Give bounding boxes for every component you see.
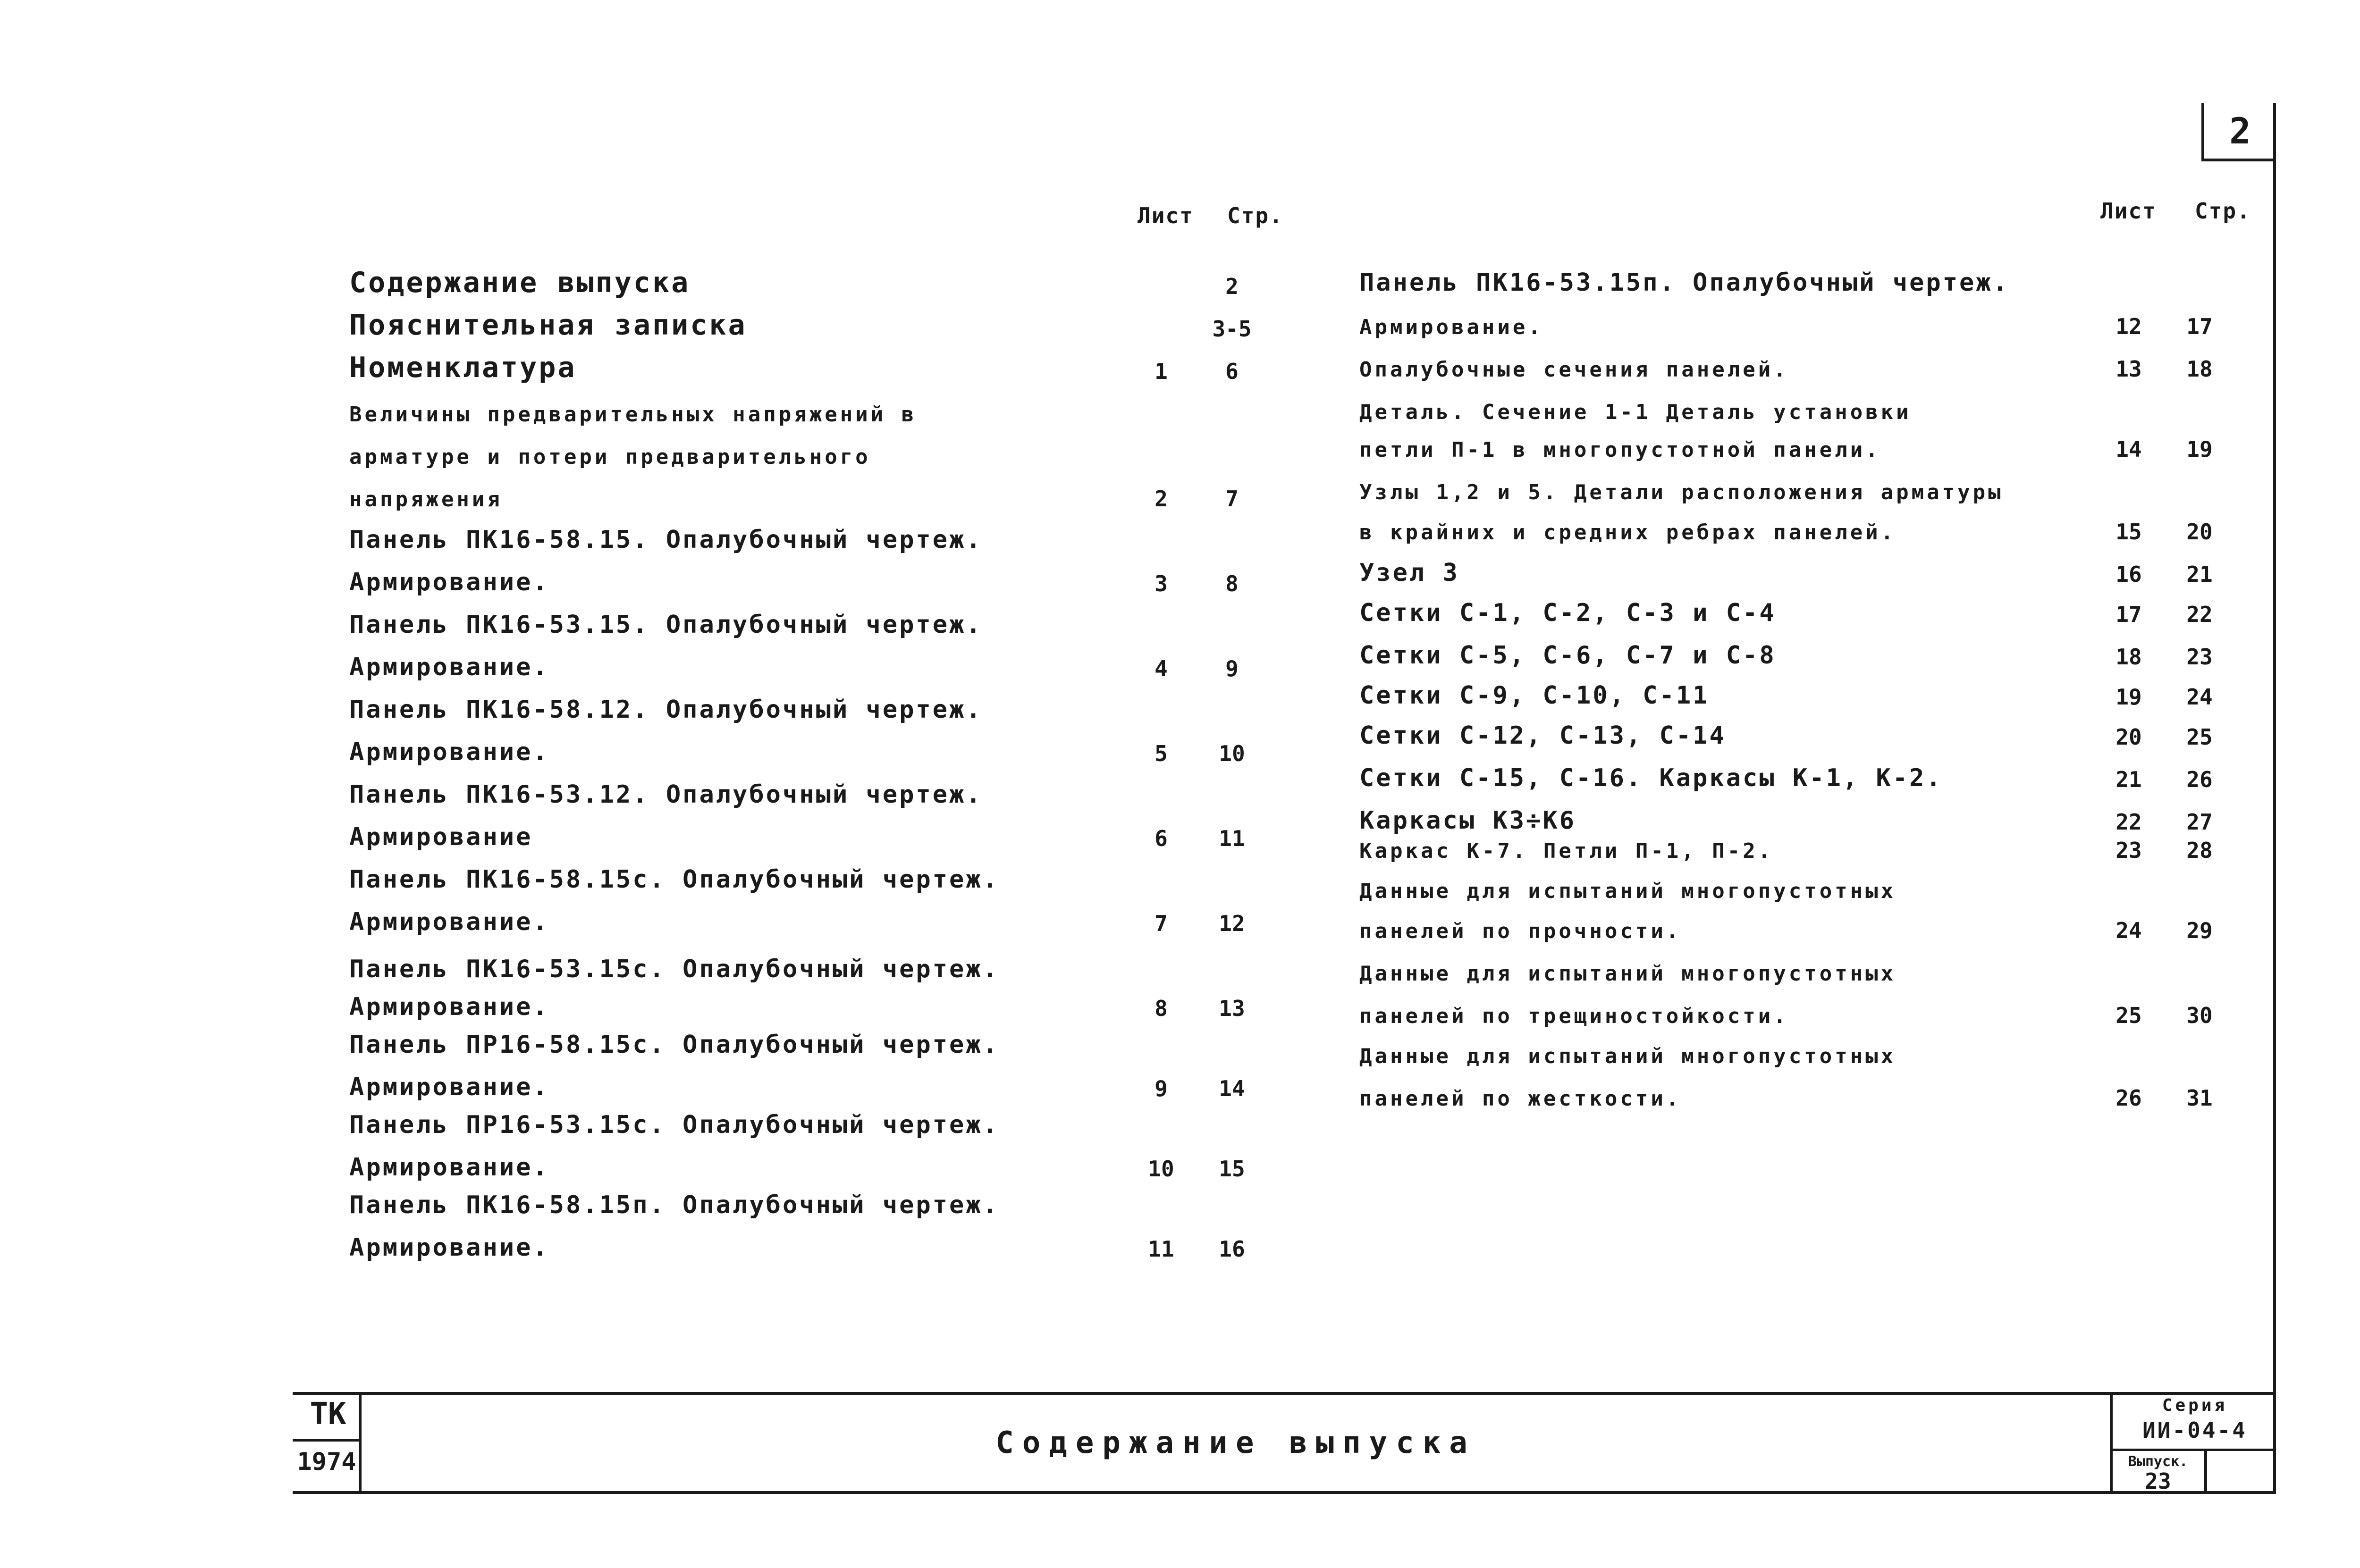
contents-row	[349, 1024, 1274, 1062]
page-number-cell: 17	[2186, 314, 2213, 339]
year: 1974	[297, 1448, 356, 1476]
page-number-cell: 11	[1219, 826, 1245, 851]
contents-row	[1359, 908, 2256, 946]
contents-row	[349, 349, 1274, 387]
sheet-number-cell: 16	[2116, 562, 2142, 587]
page-number-cell: 8	[1225, 571, 1239, 596]
contents-row	[349, 859, 1274, 897]
contents-entry-text: петли П-1 в многопустотной панели.	[1359, 438, 1881, 462]
contents-entry-text: Панель ПК16-58.15с. Опалубочный чертеж.	[349, 865, 999, 894]
contents-entry-text: Величины предварительных напряжений в	[349, 402, 917, 427]
contents-entry-text: Армирование.	[349, 1233, 549, 1262]
page-number-cell: 15	[1219, 1156, 1245, 1182]
page-number-cell: 9	[1225, 656, 1239, 681]
page-number-cell: 13	[1219, 996, 1245, 1021]
contents-entry-text: Армирование	[349, 823, 533, 851]
contents-row	[1359, 951, 2256, 989]
contents-row	[349, 1227, 1274, 1265]
sheet-number-cell: 3	[1155, 571, 1168, 596]
contents-row	[1359, 262, 2256, 300]
contents-entry-text: Панель ПК16-53.15. Опалубочный чертеж.	[349, 611, 983, 639]
title-block-divider	[2110, 1449, 2276, 1451]
contents-row	[349, 1184, 1274, 1222]
left-page-header: Стр.	[1227, 203, 1283, 228]
contents-entry-text: Каркас К-7. Петли П-1, П-2.	[1359, 839, 1774, 863]
contents-entry-text: Сетки С-12, С-13, С-14	[1359, 721, 1726, 750]
contents-entry-text: Армирование.	[349, 993, 549, 1021]
page-number-cell: 24	[2186, 684, 2213, 710]
page-number-cell: 7	[1225, 486, 1239, 511]
sheet-number-cell: 25	[2116, 1003, 2142, 1028]
contents-entry-text: Панель ПК16-53.15п. Опалубочный чертеж.	[1359, 268, 2009, 297]
contents-row	[1359, 304, 2256, 342]
sheet-number-cell: 14	[2116, 436, 2142, 462]
contents-entry-text: в крайних и средних ребрах панелей.	[1359, 520, 1896, 545]
contents-entry-text: Содержание выпуска	[349, 266, 691, 299]
page-number-cell: 31	[2186, 1085, 2213, 1111]
contents-row	[1359, 635, 2256, 672]
sheet-number-cell: 5	[1155, 741, 1168, 766]
contents-entry-text: Панель ПР16-53.15с. Опалубочный чертеж.	[349, 1111, 999, 1139]
page-number-cell: 3-5	[1212, 316, 1252, 342]
title-block-bottom-line	[293, 1491, 2276, 1494]
contents-row	[349, 477, 1274, 514]
contents-entry-text: Армирование.	[1359, 315, 1543, 339]
contents-entry-text: Панель ПК16-58.12. Опалубочный чертеж.	[349, 696, 983, 724]
issue-value: 23	[2145, 1468, 2171, 1494]
title-block-divider	[293, 1439, 362, 1442]
contents-row	[349, 816, 1274, 854]
contents-row	[349, 986, 1274, 1024]
sheet-number-cell: 12	[2116, 314, 2142, 339]
contents-row	[349, 1104, 1274, 1142]
sheet-number-cell: 6	[1155, 826, 1168, 851]
contents-row	[1359, 470, 2256, 507]
contents-entry-text: Сетки С-1, С-2, С-3 и С-4	[1359, 599, 1776, 627]
contents-entry-text: Данные для испытаний многопустотных	[1359, 879, 1896, 903]
page-number-cell: 27	[2186, 809, 2213, 835]
contents-row	[349, 392, 1274, 429]
contents-entry-text: Сетки С-5, С-6, С-7 и С-8	[1359, 641, 1776, 670]
contents-row	[1359, 510, 2256, 547]
contents-entry-text: Армирование.	[349, 908, 549, 936]
contents-entry-text: напряжения	[349, 487, 503, 511]
page-number-cell: 16	[1219, 1236, 1245, 1262]
contents-row	[1359, 389, 2256, 427]
page-number-cell: 20	[2186, 519, 2213, 545]
contents-entry-text: Данные для испытаний многопустотных	[1359, 1044, 1896, 1068]
contents-entry-text: Армирование.	[349, 568, 549, 596]
contents-row	[1359, 427, 2256, 465]
contents-row	[349, 731, 1274, 769]
contents-row	[349, 1066, 1274, 1104]
page-number-cell: 10	[1219, 741, 1245, 766]
page-number-cell: 26	[2186, 767, 2213, 792]
contents-entry-text: Панель ПК16-53.12. Опалубочный чертеж.	[349, 780, 983, 809]
page-number-cell: 19	[2186, 436, 2213, 462]
contents-entry-text: Армирование.	[349, 1073, 549, 1101]
contents-entry-text: Данные для испытаний многопустотных	[1359, 962, 1896, 986]
contents-entry-text: Панель ПК16-53.15с. Опалубочный чертеж.	[349, 955, 999, 983]
contents-row	[349, 1147, 1274, 1184]
sheet-number-cell: 8	[1155, 996, 1168, 1021]
contents-entry-text: Панель ПК16-58.15п. Опалубочный чертеж.	[349, 1191, 999, 1219]
contents-entry-text: Узел 3	[1359, 559, 1459, 587]
sheet-number-cell: 10	[1148, 1156, 1174, 1182]
sheet-number-cell: 4	[1155, 656, 1168, 681]
contents-entry-text: Армирование.	[349, 1153, 549, 1182]
contents-row	[1359, 552, 2256, 590]
sheet-number-cell: 22	[2116, 809, 2142, 835]
contents-entry-text: Номенклатура	[349, 351, 577, 384]
contents-row	[349, 948, 1274, 986]
contents-entry-text: Опалубочные сечения панелей.	[1359, 358, 1789, 382]
contents-entry-text: Панель ПР16-58.15с. Опалубочный чертеж.	[349, 1031, 999, 1059]
contents-row	[349, 646, 1274, 684]
frame-right-border	[2273, 103, 2276, 1494]
document-title: Содержание выпуска	[995, 1425, 1476, 1460]
sheet-number-cell: 18	[2116, 644, 2142, 670]
contents-row	[1359, 868, 2256, 906]
contents-row	[1359, 592, 2256, 630]
contents-row	[1359, 715, 2256, 753]
contents-row	[349, 264, 1274, 302]
page-number-cell: 29	[2186, 918, 2213, 943]
sheet-number-cell: 19	[2116, 684, 2142, 710]
contents-entry-text: панелей по жесткости.	[1359, 1087, 1682, 1111]
contents-row	[349, 434, 1274, 472]
sheet-number-cell: 23	[2116, 838, 2142, 863]
page-number-cell: 22	[2186, 602, 2213, 627]
title-block-divider	[2204, 1451, 2207, 1494]
series-value: ИИ-04-4	[2142, 1417, 2247, 1443]
page-number-cell: 6	[1225, 359, 1239, 384]
sheet-number-cell: 11	[1148, 1236, 1174, 1262]
page-number-cell: 28	[2186, 838, 2213, 863]
contents-row	[1359, 828, 2256, 866]
contents-row	[1359, 1076, 2256, 1114]
sheet-number-cell: 21	[2116, 767, 2142, 792]
contents-entry-text: арматуре и потери предварительного	[349, 445, 871, 469]
contents-row	[349, 519, 1274, 557]
issue-label: Выпуск.	[2128, 1453, 2188, 1470]
sheet-number-cell: 2	[1155, 486, 1168, 511]
right-page-header: Стр.	[2195, 198, 2251, 224]
right-sheet-header: Лист	[2100, 198, 2157, 224]
contents-entry-text: Деталь. Сечение 1-1 Деталь установки	[1359, 400, 1912, 424]
contents-entry-text: Каркасы К3÷К6	[1359, 806, 1576, 835]
page-number-cell: 2	[1225, 274, 1239, 299]
sheet-number-cell: 17	[2116, 602, 2142, 627]
sheet-number-cell: 1	[1155, 359, 1168, 384]
contents-row	[1359, 993, 2256, 1031]
contents-entry-text: Панель ПК16-58.15. Опалубочный чертеж.	[349, 526, 983, 554]
contents-row	[349, 689, 1274, 727]
page-number-cell: 14	[1219, 1076, 1245, 1101]
series-label: Серия	[2162, 1396, 2228, 1415]
sheet-number-cell: 13	[2116, 356, 2142, 382]
sheet-number-cell: 24	[2116, 918, 2142, 943]
contents-row	[349, 307, 1274, 344]
contents-row	[1359, 757, 2256, 795]
sheet-number-cell: 26	[2116, 1085, 2142, 1111]
page-number-cell: 30	[2186, 1003, 2213, 1028]
page-number-cell: 23	[2186, 644, 2213, 670]
contents-entry-text: Сетки С-15, С-16. Каркасы К-1, К-2.	[1359, 764, 1943, 792]
left-sheet-header: Лист	[1138, 203, 1194, 228]
contents-entry-text: Армирование.	[349, 738, 549, 766]
sheet-number-cell: 15	[2116, 519, 2142, 545]
contents-row	[1359, 1033, 2256, 1071]
contents-row	[349, 604, 1274, 642]
page-number-cell: 12	[1219, 911, 1245, 936]
sheet-number-cell: 7	[1155, 911, 1168, 936]
contents-row	[349, 774, 1274, 812]
contents-entry-text: панелей по трещиностойкости.	[1359, 1004, 1789, 1028]
contents-row	[1359, 675, 2256, 713]
contents-entry-text: Армирование.	[349, 653, 549, 681]
contents-entry-text: Пояснительная записка	[349, 309, 747, 342]
page-number-cell: 21	[2186, 562, 2213, 587]
contents-row	[1359, 347, 2256, 385]
contents-entry-text: панелей по прочности.	[1359, 919, 1682, 943]
contents-entry-text: Сетки С-9, С-10, С-11	[1359, 681, 1710, 710]
sheet-number: 2	[2201, 103, 2276, 161]
sheet-number-cell: 9	[1155, 1076, 1168, 1101]
contents-row	[349, 901, 1274, 939]
org-code: ТК	[310, 1397, 346, 1432]
page-number-cell: 18	[2186, 356, 2213, 382]
sheet-number-cell: 20	[2116, 724, 2142, 750]
contents-entry-text: Узлы 1,2 и 5. Детали расположения арматуры	[1359, 480, 2004, 504]
contents-row	[349, 562, 1274, 599]
page-number-cell: 25	[2186, 724, 2213, 750]
